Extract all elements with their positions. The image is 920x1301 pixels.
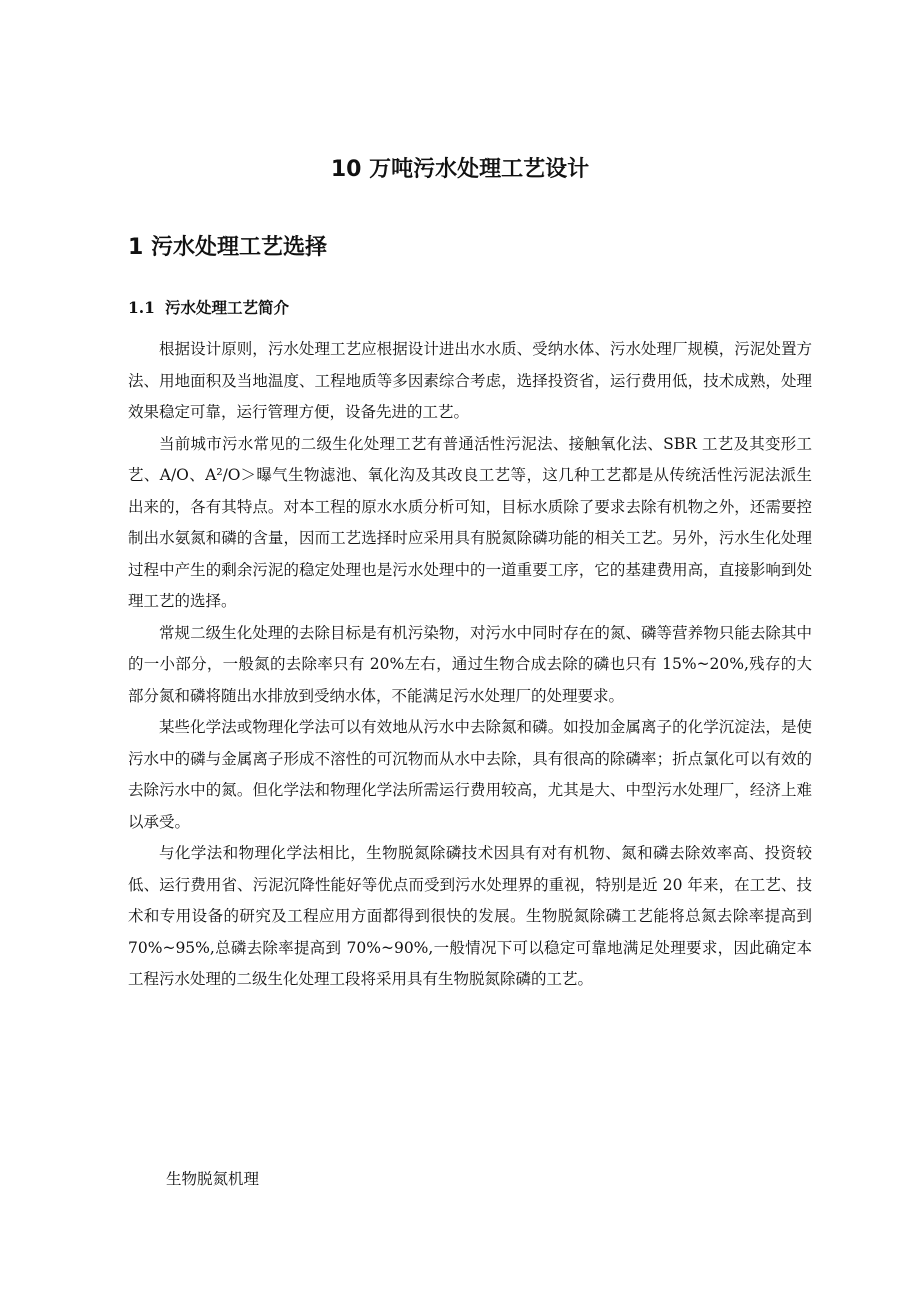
section-title: 1 污水处理工艺选择 [128,235,327,260]
paragraph: 当前城市污水常见的二级生化处理工艺有普通活性污泥法、接触氧化法、SBR 工艺及其变形工艺、A/O、A²/O＞曝气生物滤池、氧化沟及其改良工艺等，这几种工艺都是从传统活性污泥法派生出来的，各有其特点。对本工程的原水水质分析可知，目标水质除了要求去除有机物之外，还需要控制出水氨氮和磷的含量，因而工艺选择时应采用具有脱氮除磷功能的相关工艺。另外，污水生化处理过程中产生的剩余污泥的稳定处理也是污水处理中的一道重要工序，它的基建费用高，直接影响到处理工艺的选择。 [128,434,812,610]
subsection-title [128,296,289,320]
paragraph: 根据设计原则，污水处理工艺应根据设计进出水水质、受纳水体、污水处理厂规模，污泥处置方法、用地面积及当地温度、工程地质等多因素综合考虑，选择投资省，运行费用低，技术成熟，处理效果稳定可靠，运行管理方便，设备先进的工艺。 [128,340,812,421]
document-title: 10 万吨污水处理工艺设计 [330,157,590,182]
paragraph: 与化学法和物理化学法相比，生物脱氮除磷技术因具有对有机物、氮和磷去除效率高、投资较低、运行费用省、污泥沉降性能好等优点而受到污水处理界的重视，特别是近 20 年来，在工艺、技术和专用设备的研究及工程应用方面都得到很快的发展。生物脱氮除磷工艺能将总氮去除率提高到 70%~95%,总磷去除率提高到 70%~90%,一般情况下可以稳定可靠地满足处理要求，因此确定本工程污水处理的二级生化处理工段将采用具有生物脱氮除磷的工艺。 [128,844,812,988]
body-text [128,334,812,996]
paragraph: 某些化学法或物理化学法可以有效地从污水中去除氮和磷。如投加金属离子的化学沉淀法，是使污水中的磷与金属离子形成不溶性的可沉物而从水中去除，具有很高的除磷率；折点氯化可以有效的去除污水中的氮。但化学法和物理化学法所需运行费用较高，尤其是大、中型污水处理厂，经济上难以承受。 [128,718,812,831]
subsection-number: 1.1 [128,298,155,317]
paragraph: 常规二级生化处理的去除目标是有机污染物，对污水中同时存在的氮、磷等营养物只能去除其中的一小部分，一般氮的去除率只有 20%左右，通过生物合成去除的磷也只有 15%~20%,残存的大部分氮和磷将随出水排放到受纳水体，不能满足污水处理厂的处理要求。 [128,623,812,705]
subsection-label: 污水处理工艺简介 [164,298,289,317]
next-subheading: 生物脱氮机理 [166,1170,260,1188]
